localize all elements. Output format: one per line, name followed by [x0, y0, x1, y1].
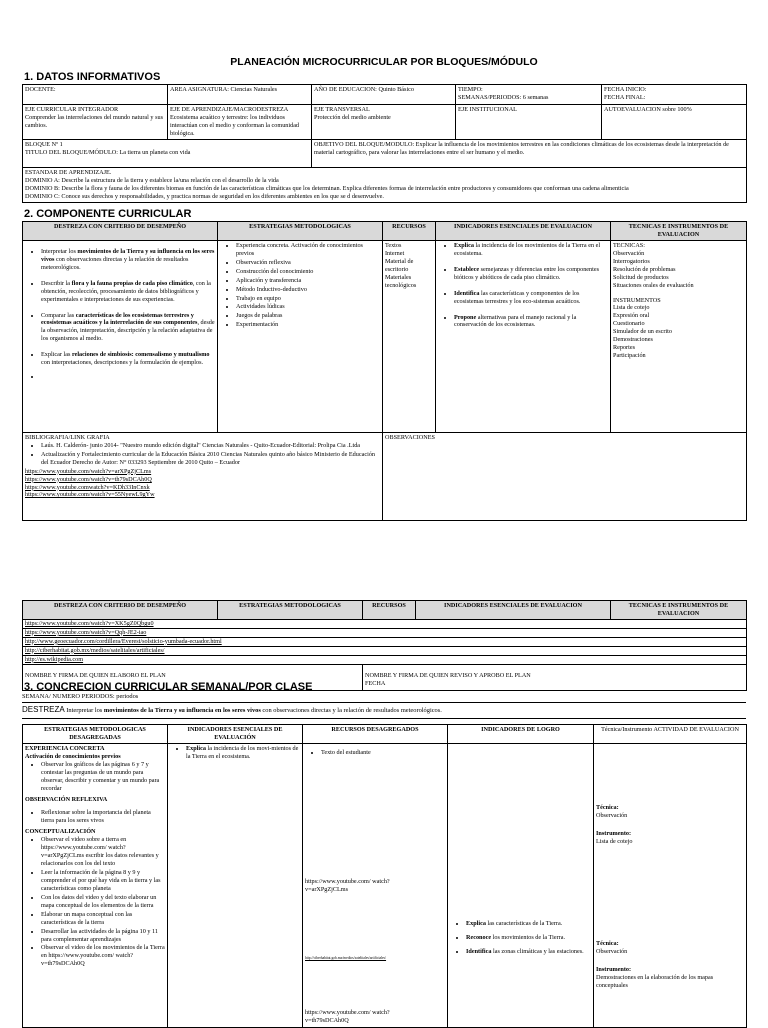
- link-grafia[interactable]: http://www.geoecuador.com/cordillera/Everest/solsticio-yumbada-ecuador.html: [25, 637, 222, 645]
- recurso-item: Material de escritorio: [385, 257, 414, 273]
- indicador-item: • Explica la incidencia de los movi-mientos de la Tierra en el ecosistema.: [186, 745, 300, 761]
- destreza-item: • Interpretar los movimientos de la Tierra y su influencia en los seres vivos con observaciones directas y la relación de resultados meteorológicos.: [41, 248, 215, 272]
- estrategia-item: • Experiencia concreta. Activación de conocimientos previos: [236, 242, 380, 258]
- bibliografia-cell: BIBLIOGRAFIA/LINK GRAFIA • Laús. H. Calderón- junio 2014- "Nuestro mundo edición digital" Ciencias Naturales - Quito-Ecuador-Editorial: Prolipa Cia .Ltda • Actualización y Fortalecimiento curricular de la Educación Básica 2010 Ciencias Naturales quinto año básico Ministerio de Educación del Ecuador Derecho de Autor: N° 033293 Septiembre de 2010 Quito – Ecuador https://www.youtube.com/watch?v=arXPgZjCLms https://www.youtube.com/watch?v=th79sDCAh0Q https://www.youtube.comwatch?v=KDh33InCnxk https://www.youtube.com/watch?v=55NyewL9gYw: [23, 432, 383, 520]
- link-grafia[interactable]: https://www.youtube.com/watch?v=XK5gZ0Qbgu0: [25, 619, 154, 627]
- section-datos-informativos: 1. DATOS INFORMATIVOS: [24, 71, 161, 83]
- estrategia-item: • Elaborar un mapa conceptual con las características de la tierra: [41, 911, 165, 927]
- objetivo-cell: OBJETIVO DEL BLOQUE/MODULO: Explicar la influencia de los movimientos terrestres en las condiciones climáticas de los ecosistemas desde la interpretación de material cartográfico, para valorar las interrelaciones entre el ser humano y el medio.: [312, 139, 747, 167]
- eje-transversal-cell: EJE TRANSVERSAL Protección del medio ambiente: [312, 105, 456, 140]
- eje-integrador-cell: EJE CURRICULAR INTEGRADOR Comprender las interrelaciones del mundo natural y sus cambios.: [23, 105, 168, 140]
- instrumento-item: Lista de cotejo: [613, 304, 650, 312]
- estrategia-item: • Leer la información de la página 8 y 9 y comprender el por qué hay vida en la tierra y las características como planeta: [41, 869, 165, 893]
- header-destreza: DESTREZA CON CRITERIO DE DESEMPEÑO: [23, 601, 218, 620]
- fecha-cell: FECHA INICIO: FECHA FINAL:: [602, 85, 747, 105]
- instrumento-item: Participación: [613, 352, 646, 360]
- link-grafia[interactable]: http://es.wikipedia.com: [25, 655, 84, 663]
- tecnica-item: Interrogatorios: [613, 257, 650, 265]
- estrategia-item: • Trabajo en equipo: [236, 295, 380, 303]
- header-tecnicas: TECNICAS E INSTRUMENTOS DE EVALUACION: [611, 601, 747, 620]
- recurso-link[interactable]: http://ciberhabitat.gob.mx/medios/satelitales/artificiales/: [305, 955, 387, 960]
- link-grafia[interactable]: https://www.youtube.comwatch?v=KDh33InCnxk: [25, 483, 150, 491]
- estrategia-item: • Observar el video de los movimientos de la Tierra en https://www.youtube.com/ watch?v=th79sDCAh0Q: [41, 944, 165, 968]
- divider: [22, 718, 746, 719]
- instrumento-item: Expresión oral: [613, 312, 650, 320]
- area-cell: AREA ASIGNATURA: Ciencias Naturales: [168, 85, 312, 105]
- link-grafia[interactable]: https://www.youtube.com/watch?v=arXPgZjCLms: [25, 467, 152, 475]
- header-recursos: RECURSOS: [383, 222, 436, 241]
- links-cell: [23, 619, 747, 664]
- instrumento-item: Cuestionario: [613, 320, 645, 328]
- link-grafia[interactable]: https://www.youtube.com/watch?v=th79sDCAh0Q: [25, 475, 152, 483]
- indicador-item: • Propone alternativas para el manejo racional y la conservación de los ecosistemas.: [454, 314, 608, 330]
- recurso-item: Textos: [385, 241, 402, 249]
- estrategia-item: • Método Inductivo-deductivo: [236, 286, 380, 294]
- document-title: PLANEACIÓN MICROCURRICULAR POR BLOQUES/MÓDULO: [230, 56, 538, 68]
- bloque-cell: BLOQUE Nº 1 TITULO DEL BLOQUE/MÓDULO: La tierra un planeta con vida: [23, 139, 312, 167]
- header-tecnica-instrumento: Técnica/Instrumento ACTIVIDAD DE EVALUACION: [594, 725, 747, 744]
- docente-cell: DOCENTE:: [23, 85, 168, 105]
- estrategia-item: • Juegos de palabras: [236, 312, 380, 320]
- page2-table: [22, 600, 746, 691]
- tiempo-cell: TIEMPO: SEMANAS/PERIODOS: 6 semanas: [456, 85, 602, 105]
- destreza-item: • Comparar las características de los ecosistemas terrestres y ecosistemas acuáticos y la interrelación de sus componentes, desde la observación, interpretación, descripción y la relación adaptativa de los organismos al medio.: [41, 312, 215, 344]
- header-recursos: RECURSOS: [363, 601, 416, 620]
- tecnica-item: Observación: [613, 249, 645, 257]
- autoevaluacion-cell: AUTOEVALUACION sobre 100%: [602, 105, 747, 140]
- tecnica-item: Resolución de problemas: [613, 265, 676, 273]
- destreza-item: • Explicar las relaciones de simbiosis: comensalismo y mutualismo con interpretaciones, descripciones y la formulación de ejemplos.: [41, 351, 215, 367]
- header-indicadores-logro: INDICADORES DE LOGRO: [448, 725, 594, 744]
- header-recursos-desagregados: RECURSOS DESAGREGADOS: [303, 725, 448, 744]
- reviso-cell: NOMBRE Y FIRMA DE QUIEN REVISO Y APROBO EL PLAN FECHA: [363, 664, 747, 690]
- datos-informativos-table: [22, 84, 746, 203]
- estrategia-item: • Observar el video sobre a tierra en https://www.youtube.com/ watch?v=arXPgZjCLms escribir los datos relevantes y relacionarlos con los del texto: [41, 836, 165, 868]
- tecnica-item: TECNICAS:: [613, 241, 645, 249]
- estrategia-item: • Reflexionar sobre la importancia del planeta tierra para los seres vivos: [41, 809, 165, 825]
- header-indicadores: INDICADORES ESENCIALES DE EVALUACION: [416, 601, 611, 620]
- section-concrecion: 3. CONCRECION CURRICULAR SEMANAL/POR CLASE: [24, 681, 313, 693]
- elaboro-cell: NOMBRE Y FIRMA DE QUIEN ELABORO EL PLAN: [23, 664, 363, 690]
- tecnica-item: Situaciones orales de evaluación: [613, 281, 694, 289]
- header-tecnicas: TECNICAS E INSTRUMENTOS DE EVALUACION: [611, 222, 747, 241]
- logro-item: • Identifica las zonas climáticas y las estaciones.: [466, 948, 591, 956]
- recurso-item: Internet: [385, 249, 405, 257]
- divider: [22, 702, 746, 703]
- recursos-cell: [383, 240, 436, 432]
- logro-item: • Reconoce los movimientos de la Tierra.: [466, 934, 591, 942]
- link-grafia[interactable]: https://www.youtube.com/watch?v=55NyewL9gYw: [25, 491, 155, 499]
- bibliografia-item: • Actualización y Fortalecimiento curricular de la Educación Básica 2010 Ciencias Naturales quinto año básico Ministerio de Educación del Ecuador Derecho de Autor: N° 033293 Septiembre de 2010 Quito – Ecuador: [41, 451, 380, 467]
- indicadores-cell: [436, 240, 611, 432]
- recurso-link[interactable]: https://www.youtube.com/ watch?v=arXPgZjCLms: [305, 877, 390, 893]
- tecnicas-cell: [611, 240, 747, 432]
- destreza-line: DESTREZA Interpretar los movimientos de la Tierra y su influencia en los seres vivos con observaciones directas y la relación de resultados meteorológicos.: [22, 705, 442, 714]
- bibliografia-item: • Laús. H. Calderón- junio 2014- "Nuestro mundo edición digital" Ciencias Naturales - Quito-Ecuador-Editorial: Prolipa Cia .Ltda: [41, 442, 380, 450]
- estrategia-item: • Aplicación y transferencia: [236, 277, 380, 285]
- indicadores-esenciales-cell: [168, 743, 303, 1027]
- header-indicadores: INDICADORES ESENCIALES DE EVALUACION: [436, 222, 611, 241]
- estrategia-item: • Experimentación: [236, 321, 380, 329]
- recurso-link[interactable]: https://www.youtube.com/ watch?v=th79sDCAh0Q: [305, 1008, 390, 1024]
- logro-item: • Explica las características de la Tierra.: [466, 920, 591, 928]
- instrumento-item: Demostraciones: [613, 336, 653, 344]
- semana-line: SEMANA/ NUMERO PERIODOS: periodos: [22, 693, 139, 700]
- header-estrategias-desagregadas: ESTRATEGIAS METODOLOGICAS DESAGREGADAS: [23, 725, 168, 744]
- estrategias-cell: [218, 240, 383, 432]
- section-componente-curricular: 2. COMPONENTE CURRICULAR: [24, 208, 192, 220]
- indicador-item: • Explica la incidencia de los movimientos de la Tierra en el ecosistema.: [454, 242, 608, 258]
- indicadores-logro-cell: [448, 743, 594, 1027]
- eje-institucional-cell: EJE INSTITUCIONAL: [456, 105, 602, 140]
- estrategia-item: • Observar los gráficos de las páginas 6 y 7 y contestar las preguntas de un mundo para observar, describir y comentar y un mundo para recordar: [41, 761, 165, 793]
- anio-cell: AÑO DE EDUCACION: Quinto Básico: [312, 85, 456, 105]
- destreza-item: [41, 373, 215, 381]
- tecnica-instrumento-cell: Técnica: Observación Instrumento: Lista de cotejo Técnica: Observación Instrumento: Demostraciones en la elaboración de los mapas conceptuales: [594, 743, 747, 1027]
- instrumento-item: Simulador de un escrito: [613, 328, 672, 336]
- indicador-item: • Establece semejanzas y diferencias entre los componentes bióticos y abióticos de cada piso climático.: [454, 266, 608, 282]
- header-indicadores-esenciales: INDICADORES ESENCIALES DE EVALUACIÓN: [168, 725, 303, 744]
- observaciones-cell: OBSERVACIONES: [383, 432, 747, 520]
- link-grafia[interactable]: http://ciberhabitat.gob.mx/medios/satelitales/artificiales/: [25, 646, 165, 654]
- componente-curricular-table: [22, 221, 746, 521]
- eje-aprendizaje-cell: EJE DE APRENDIZAJE/MACRODESTREZA Ecosistema acuático y terrestre: los individuos interactúan con el medio y conforman la comunidad biológica.: [168, 105, 312, 140]
- destrezas-cell: [23, 240, 218, 432]
- header-estrategias: ESTRATEGIAS METODOLOGICAS: [218, 222, 383, 241]
- estrategias-desagregadas-cell: EXPERIENCIA CONCRETA Activación de conocimientos previos • Observar los gráficos de las páginas 6 y 7 y contestar las preguntas de un mundo para observar, describir y comentar y un mundo para recordar OBSERVACIÓN REFLEXIVA • Reflexionar sobre la importancia del planeta tierra para los seres vivos CONCEPTUALIZACIÓN • Observar el video sobre a tierra en https://www.youtube.com/ watch?v=arXPgZjCLms escribir los datos relevantes y relacionarlos con los del texto • Leer la información de la página 8 y 9 y comprender el por qué hay vida en la tierra y las características como planeta • Con los datos del video y del texto elaborar un mapa conceptual de los elementos de la tierra • Elaborar un mapa conceptual con las características de la tierra • Desarrollar las actividades de la página 10 y 11 para complementar aprendizajes • Observar el video de los movimientos de la Tierra en https://www.youtube.com/ watch?v=th79sDCAh0Q: [23, 743, 168, 1027]
- indicador-item: • Identifica las características y componentes de los ecosistemas terrestres y los eco-sistemas acuáticos.: [454, 290, 608, 306]
- estrategia-item: • Observación reflexiva: [236, 259, 380, 267]
- header-estrategias: ESTRATEGIAS METODOLOGICAS: [218, 601, 363, 620]
- estandar-cell: ESTANDAR DE APRENDIZAJE. DOMINIO A: Describe la estructura de la tierra y establece la/una relación con el desarrollo de la vida DOMINIO B: Describe la flora y fauna de los diferentes biomas en función de las características climáticas que los determinan. Explica diferentes formas de interrelación entre productores y consumidores que conforman una cadena alimenticia DOMINIO C: Conoce sus derechos y responsabilidades, y practica normas de seguridad en los diferentes ambientes en los que se d desenvuelve.: [23, 167, 747, 202]
- recurso-item: Materiales tecnológicos: [385, 273, 417, 289]
- header-destreza: DESTREZA CON CRITERIO DE DESEMPEÑO: [23, 222, 218, 241]
- estrategia-item: • Desarrollar las actividades de la página 10 y 11 para complementar aprendizajes: [41, 928, 165, 944]
- recursos-desagregados-cell: [303, 743, 448, 1027]
- estrategia-item: • Actividades lúdicas: [236, 303, 380, 311]
- estrategia-item: • Construcción del conocimiento: [236, 268, 380, 276]
- concrecion-table: [22, 724, 746, 1028]
- estrategia-item: • Con los datos del video y del texto elaborar un mapa conceptual de los elementos de la tierra: [41, 894, 165, 910]
- tecnica-item: Solicitud de productos: [613, 273, 669, 281]
- recurso-item: • Texto del estudiante: [321, 749, 445, 757]
- instrumento-item: Reportes: [613, 344, 635, 352]
- link-grafia[interactable]: https://www.youtube.com/watch?v=Qqh-JE2-iao: [25, 628, 147, 636]
- instrumento-item: INSTRUMENTOS: [613, 296, 661, 304]
- destreza-item: • Describir la flora y la fauna propias de cada piso climático, con la obtención, recolección, procesamiento de datos bibliográficos y experimentales e interpretaciones de sus experiencias.: [41, 280, 215, 304]
